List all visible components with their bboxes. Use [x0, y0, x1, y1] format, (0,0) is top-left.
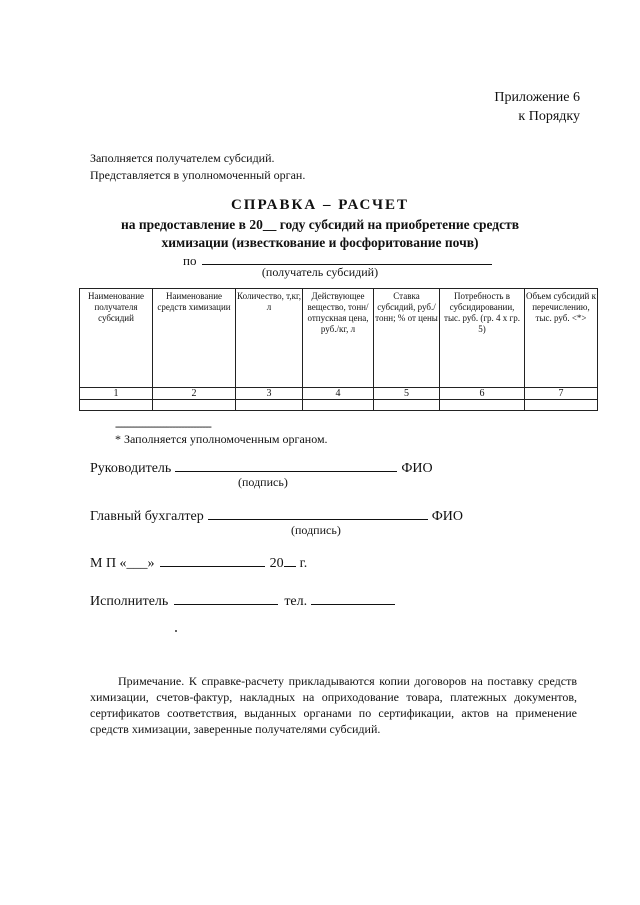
fill-instruction-2: Представляется в уполномоченный орган.	[90, 168, 306, 182]
executor-blank[interactable]	[174, 590, 278, 605]
table-row[interactable]	[80, 400, 598, 411]
column-number: 2	[153, 388, 236, 400]
header-chemical-means: Наименование средств химизации	[153, 289, 236, 388]
recipient-caption: (получатель субсидий)	[261, 265, 379, 279]
table-column-numbers-row	[80, 388, 598, 400]
fill-instructions	[90, 150, 305, 184]
table-cell[interactable]	[374, 400, 440, 411]
header-need: Потребность в субсидировании, тыс. руб. (гр. 4 х гр. 5)	[440, 289, 525, 388]
accountant-signature-blank[interactable]	[208, 505, 428, 520]
header-subsidy-volume: Объем субсидий к перечислению, тыс. руб. <*>	[525, 289, 598, 388]
fill-instruction-1: Заполняется получателем субсидий.	[90, 151, 275, 165]
phone-label: тел.	[284, 594, 308, 609]
head-label: Руководитель	[90, 461, 172, 476]
appendix-number: Приложение 6	[494, 90, 580, 105]
year-blank[interactable]	[284, 552, 296, 567]
column-number: 7	[525, 388, 598, 400]
table-cell[interactable]	[80, 400, 153, 411]
header-recipient: Наименование получателя субсидий	[80, 289, 153, 388]
year-prefix: 20	[269, 556, 284, 571]
stamp-date-line	[90, 552, 307, 572]
column-number: 3	[236, 388, 303, 400]
head-signature-caption: (подпись)	[238, 475, 288, 489]
table-cell[interactable]	[440, 400, 525, 411]
year-suffix: г.	[299, 556, 308, 571]
accountant-label: Главный бухгалтер	[90, 509, 204, 524]
footnote: * Заполняется уполномоченным органом.	[115, 432, 328, 446]
header-quantity: Количество, т,кг, л	[236, 289, 303, 388]
executor-line	[90, 590, 395, 610]
column-number: 6	[440, 388, 525, 400]
phone-blank[interactable]	[311, 590, 395, 605]
column-number: 5	[374, 388, 440, 400]
header-active-substance: Действующее вещество, тонн/ отпускная цена, руб./кг, л	[303, 289, 374, 388]
column-number: 1	[80, 388, 153, 400]
accountant-signature-caption: (подпись)	[291, 523, 341, 537]
subtitle-line-2: химизации (известкование и фосфоритование почв)	[161, 235, 479, 250]
appendix-order: к Порядку	[518, 109, 580, 124]
note-paragraph: Примечание. К справке-расчету прикладываются копии договоров на поставку средств химизации, счетов-фактур, накладных на оприходование товара, платежных документов, сертификатов соответствия, выданных органами по сертификации, актов на применение средств химизации, заверенные получателями субсидий.	[90, 674, 577, 736]
speck-mark	[175, 630, 177, 632]
accountant-signature-line	[90, 505, 463, 525]
stamp-label: М П «___»	[90, 556, 155, 571]
date-blank[interactable]	[160, 552, 265, 567]
table-cell[interactable]	[525, 400, 598, 411]
head-signature-blank[interactable]	[175, 457, 397, 472]
footnote-separator: --------------------------------	[115, 419, 211, 433]
appendix-reference	[494, 88, 580, 126]
subtitle-line-1: на предоставление в 20__ году субсидий на приобретение средств	[120, 217, 520, 232]
table-cell[interactable]	[236, 400, 303, 411]
head-fio: ФИО	[401, 461, 433, 476]
table-cell[interactable]	[303, 400, 374, 411]
table-cell[interactable]	[153, 400, 236, 411]
table-header-row	[80, 289, 598, 388]
header-subsidy-rate: Ставка субсидий, руб./тонн; % от цены	[374, 289, 440, 388]
document-subtitle	[0, 216, 640, 252]
po-label: по	[183, 253, 197, 268]
head-signature-line	[90, 457, 433, 477]
recipient-blank[interactable]	[202, 252, 492, 265]
column-number: 4	[303, 388, 374, 400]
calculation-table	[79, 288, 598, 411]
document-title: СПРАВКА – РАСЧЕТ	[230, 197, 410, 213]
accountant-fio: ФИО	[431, 509, 464, 524]
executor-label: Исполнитель	[90, 594, 169, 609]
